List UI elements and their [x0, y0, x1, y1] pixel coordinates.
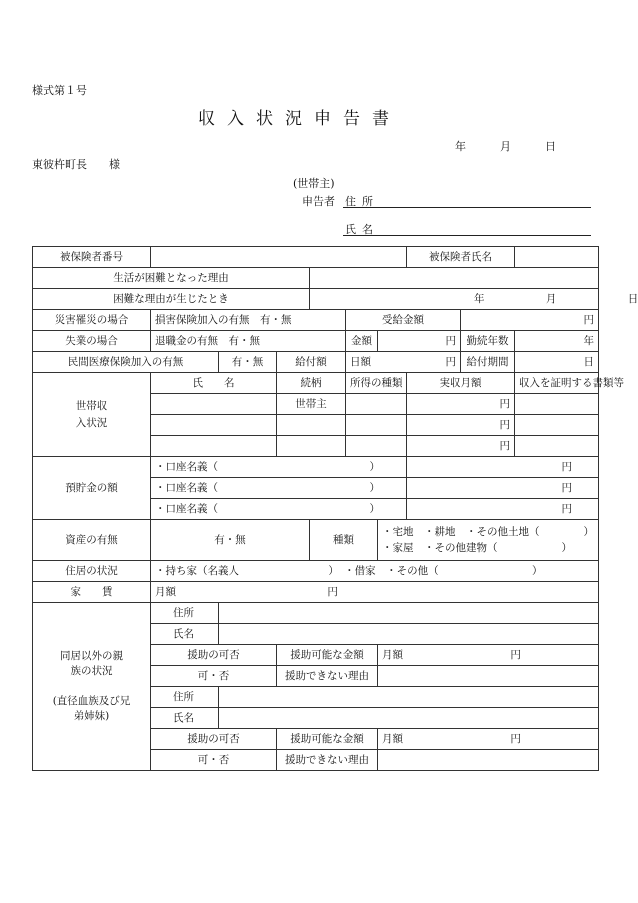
hardship-time-label: 困難な理由が生じたとき — [33, 289, 310, 310]
table-row — [33, 310, 599, 331]
savings-amount-field[interactable]: 円 — [407, 499, 599, 520]
residence-own-label: ・持ち家（名義人 — [155, 564, 239, 577]
paren-close: ） — [369, 481, 380, 494]
table-row — [33, 520, 599, 561]
damage-insurance-field[interactable]: 損害保険加入の有無 有・無 — [151, 310, 346, 331]
account-holder-label: ・口座名義（ — [155, 502, 218, 515]
account-holder-label: ・口座名義（ — [155, 460, 218, 473]
table-row — [33, 373, 599, 394]
col-name-header: 氏 名 — [151, 373, 277, 394]
support-reason-label: 援助できない理由 — [277, 750, 378, 771]
insured-name-label: 被保険者氏名 — [407, 247, 515, 268]
member-relation-field[interactable] — [277, 415, 346, 436]
asset-building-label: ・家屋 ・その他建物（ — [382, 542, 498, 554]
form-title: 収入状況申告書 — [198, 109, 401, 129]
member-proof-field[interactable] — [515, 415, 599, 436]
support-monthly-label: 月額 — [382, 732, 403, 745]
member-name-field[interactable] — [151, 436, 277, 457]
daily-amount-label: 日額 — [350, 355, 371, 368]
service-years-field[interactable]: 年 — [515, 331, 599, 352]
rel-name-label: 氏名 — [151, 624, 219, 645]
paren-close: ） — [583, 525, 594, 538]
hardship-time-field[interactable] — [310, 289, 638, 310]
assets-label: 資産の有無 — [33, 520, 151, 561]
paren-close: ） — [561, 542, 572, 554]
rel-address-label: 住所 — [151, 687, 219, 708]
hardship-day: 日 — [627, 292, 638, 305]
applicant-label: 申告者 — [302, 195, 335, 208]
member-monthly-field[interactable]: 円 — [407, 394, 515, 415]
member-proof-field[interactable] — [515, 394, 599, 415]
received-amount-label: 受給金額 — [346, 310, 461, 331]
rel-name-field[interactable] — [219, 708, 599, 729]
residence-label: 住居の状況 — [33, 561, 151, 582]
rel-name-field[interactable] — [219, 624, 599, 645]
residence-rent-label: ） ・借家 ・その他（ — [328, 564, 439, 577]
rel-address-field[interactable] — [219, 687, 599, 708]
table-row — [33, 582, 599, 603]
private-insurance-label: 民間医療保険加入の有無 — [33, 352, 219, 373]
support-possible-label: 援助の可否 — [151, 729, 277, 750]
benefit-amount-label: 給付額 — [277, 352, 346, 373]
daily-amount-yen: 円 — [445, 355, 456, 368]
rent-field[interactable] — [151, 582, 599, 603]
table-row — [33, 603, 599, 624]
table-row — [33, 457, 599, 478]
private-insurance-yes-no[interactable]: 有・無 — [219, 352, 277, 373]
savings-account-field[interactable] — [151, 478, 407, 499]
member-name-field[interactable] — [151, 394, 277, 415]
savings-amount-field[interactable]: 円 — [407, 457, 599, 478]
savings-account-field[interactable] — [151, 499, 407, 520]
name-label: 氏名 — [345, 223, 379, 236]
insured-name-field[interactable] — [515, 247, 599, 268]
paren-close: ） — [531, 564, 543, 577]
table-row — [33, 561, 599, 582]
col-proof-header: 収入を証明する書類等 — [515, 373, 599, 394]
support-possible-label: 援助の可否 — [151, 645, 277, 666]
paren-close: ） — [369, 460, 380, 473]
account-holder-label: ・口座名義（ — [155, 481, 218, 494]
member-relation-field[interactable]: 世帯主 — [277, 394, 346, 415]
support-amount-field[interactable] — [378, 729, 599, 750]
table-row — [33, 352, 599, 373]
insured-number-label: 被保険者番号 — [33, 247, 151, 268]
form-number: 様式第１号 — [32, 84, 87, 97]
support-amount-label: 援助可能な金額 — [277, 729, 378, 750]
member-income-type-field[interactable] — [346, 394, 407, 415]
support-amount-field[interactable] — [378, 645, 599, 666]
declaration-table — [32, 246, 638, 771]
rent-monthly-label: 月額 — [155, 585, 176, 598]
benefit-period-label: 給付期間 — [461, 352, 515, 373]
disaster-label: 災害罹災の場合 — [33, 310, 151, 331]
support-reason-field[interactable] — [378, 750, 599, 771]
hardship-reason-label: 生活が困難となった理由 — [33, 268, 310, 289]
benefit-period-field[interactable]: 日 — [515, 352, 599, 373]
member-relation-field[interactable] — [277, 436, 346, 457]
retirement-field[interactable]: 退職金の有無 有・無 — [151, 331, 346, 352]
relatives-title: 同居以外の親族の状況 — [60, 650, 123, 678]
service-years-label: 勤続年数 — [461, 331, 515, 352]
assets-yes-no[interactable]: 有・無 — [151, 520, 310, 561]
paren-close: ） — [369, 502, 380, 515]
hardship-reason-field[interactable] — [310, 268, 599, 289]
relatives-note: (直径血族及び兄弟姉妹) — [52, 694, 131, 722]
unemployment-label: 失業の場合 — [33, 331, 151, 352]
relatives-label — [33, 603, 151, 771]
amount-field[interactable]: 円 — [378, 331, 461, 352]
member-income-type-field[interactable] — [346, 436, 407, 457]
amount-label: 金額 — [346, 331, 378, 352]
asset-building-row — [382, 540, 594, 556]
col-monthly-header: 実収月額 — [407, 373, 515, 394]
date-day: 日 — [545, 140, 556, 153]
daily-amount-field[interactable] — [346, 352, 461, 373]
support-reason-label: 援助できない理由 — [277, 666, 378, 687]
member-monthly-field[interactable]: 円 — [407, 436, 515, 457]
asset-land-label: ・宅地 ・耕地 ・その他土地（ — [382, 525, 540, 538]
asset-land-row — [382, 524, 594, 540]
rent-yen: 円 — [327, 585, 338, 598]
support-reason-field[interactable] — [378, 666, 599, 687]
member-proof-field[interactable] — [515, 436, 599, 457]
rel-address-label: 住所 — [151, 603, 219, 624]
support-amount-label: 援助可能な金額 — [277, 645, 378, 666]
table-row — [33, 247, 599, 268]
hardship-month: 月 — [545, 292, 557, 305]
rel-name-label: 氏名 — [151, 708, 219, 729]
savings-label: 預貯金の額 — [33, 457, 151, 520]
member-name-field[interactable] — [151, 415, 277, 436]
table-row — [33, 331, 599, 352]
savings-amount-field[interactable]: 円 — [407, 478, 599, 499]
asset-type-label: 種類 — [310, 520, 378, 561]
insured-number-field[interactable] — [151, 247, 407, 268]
asset-type-field[interactable] — [378, 520, 599, 561]
hardship-year: 年 — [474, 292, 485, 305]
table-row — [33, 289, 599, 310]
rel-address-field[interactable] — [219, 603, 599, 624]
col-relation-header: 続柄 — [277, 373, 346, 394]
member-monthly-field[interactable]: 円 — [407, 415, 515, 436]
support-yes-no[interactable]: 可・否 — [151, 666, 277, 687]
table-row — [33, 268, 599, 289]
address-label: 住所 — [345, 195, 379, 208]
date-month: 月 — [500, 140, 511, 153]
col-income-type-header: 所得の種類 — [346, 373, 407, 394]
addressee: 東彼杵町長 様 — [32, 158, 120, 171]
received-amount-field[interactable]: 円 — [461, 310, 599, 331]
member-income-type-field[interactable] — [346, 415, 407, 436]
rent-label: 家 賃 — [33, 582, 151, 603]
residence-field[interactable] — [151, 561, 599, 582]
support-yes-no[interactable]: 可・否 — [151, 750, 277, 771]
savings-account-field[interactable] — [151, 457, 407, 478]
household-income-label: 世帯収入状況 — [33, 373, 151, 457]
household-head-label: (世帯主) — [293, 177, 335, 190]
date-year: 年 — [455, 140, 466, 153]
support-monthly-label: 月額 — [382, 648, 403, 661]
address-line[interactable] — [343, 207, 591, 208]
name-line[interactable] — [343, 235, 591, 236]
support-yen: 円 — [510, 648, 521, 661]
support-yen: 円 — [510, 732, 521, 745]
